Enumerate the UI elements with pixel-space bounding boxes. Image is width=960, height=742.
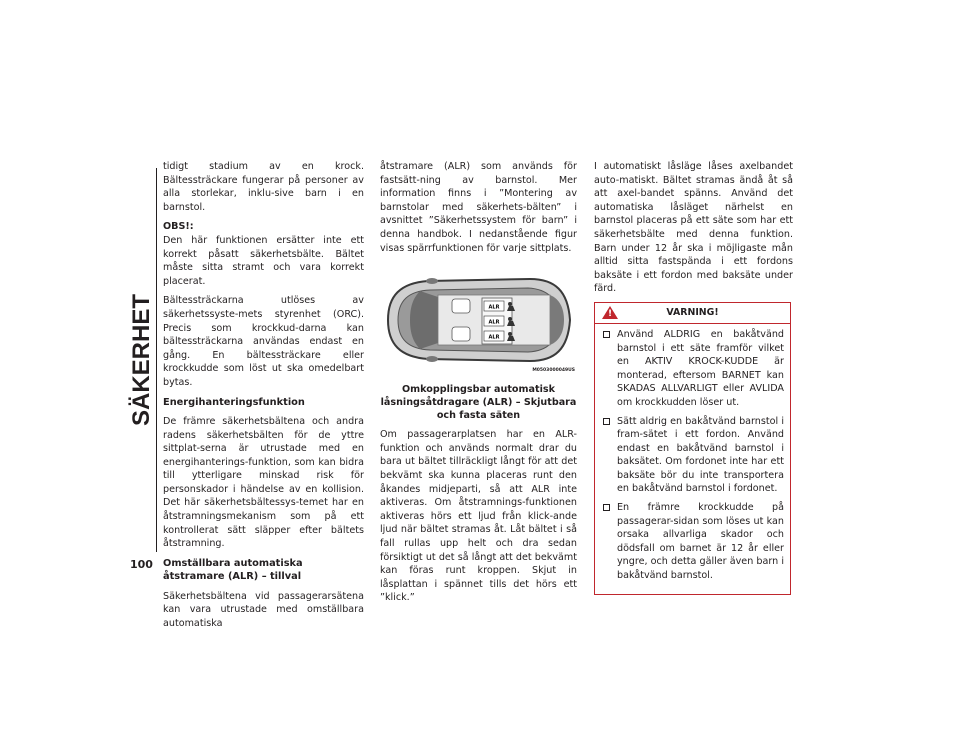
checkbox-bullet-icon [603,331,610,338]
figure-caption: Omkopplingsbar automatisk låsningsåtdragare (ALR) – Skjutbara och fasta säten [380,384,577,422]
section-heading: Omställbara automatiska åtstramare (ALR) – tillval [163,557,303,583]
obs-title: OBS!: [163,221,194,233]
paragraph: Om passagerarplatsen har en ALR-funktion och används normalt drar du bara ut bältet tillräckligt långt för att det bekvämt ska kunna placeras runt den åkandes midjeparti, så att ALR inte aktiveras. Om åtstramnings-funktionen aktiveras hörs ett ljud från klick-ande ljud när bältet stramas åt. Låt bältet i så fall rullas upp helt och dra sedan försiktigt ut det så långt att det bekvämt kan föras runt kroppen. Skjut in låsplattan i spännet tills det hörs ett ”klick.” [380,429,577,604]
checkbox-bullet-icon [603,418,610,425]
side-rule [156,168,157,552]
warning-item [603,328,784,410]
warning-box [594,302,791,595]
obs-note [163,220,364,288]
warning-item-text: Använd ALDRIG en bakåtvänd barnstol i ett säte framför vilket en AKTIV KROCK-KUDDE är monterad, eftersom BARNET kan SKADAS ALLVARLIGT eller AVLIDA om krockkudden löser ut. [617,328,784,408]
warning-list [603,328,784,583]
warning-title: VARNING! [666,307,719,319]
warning-item-text: En främre krockkudde på passagerar-sidan som löses ut kan orsaka allvarliga skador och dödsfall om barnet är 12 år eller yngre, och detta gäller även barn i bakåtvänd barnstol. [617,502,784,582]
checkbox-bullet-icon [603,504,610,511]
vehicle-top-view-illustration [380,261,577,379]
section-title: SÄKERHET [128,293,155,427]
warning-item [603,501,784,583]
section-side-tab [128,170,155,550]
page-number: 100 [130,558,153,571]
column-3 [594,160,793,595]
alr-label: ALR [488,304,500,311]
paragraph: tidigt stadium av en krock. Bältessträckare fungerar på personer av alla storlekar, inklu-sive barn i en barnstol. [163,161,364,213]
paragraph: I automatiskt låsläge låses axelbandet auto-matiskt. Bältet stramas ändå åt så att axel-bandet spänns. Använd det automatiska låsläget närhelst en barnstol placeras på ett säte som har ett säkerhetsbälte med denna funktion. Barn under 12 år ska i möjligaste mån alltid sitta fastspända i ett fordons baksäte i ett fordon med baksäte under färd. [594,161,793,295]
warning-item-text: Sätt aldrig en bakåtvänd barnstol i fram-sätet i ett fordon. Använd endast en bakåtvänd barnstol i baksätet. Om fordonet inte har ett baksäte bör du inte transportera en bakåtvänd barnstol i fordonet. [617,415,784,495]
figure-code: M0503000049US [532,367,575,373]
warning-triangle-icon [602,306,618,319]
alr-label: ALR [488,334,500,341]
warning-header [595,303,790,324]
alr-label: ALR [488,319,500,326]
column-2 [380,160,577,611]
paragraph: Säkerhetsbältena vid passagerarsätena kan vara utrustade med omställbara automatiska [163,590,364,629]
warning-item [603,415,784,497]
column-1 [163,160,364,636]
section-heading: Energihanteringsfunktion [163,396,305,408]
vehicle-seat-figure [380,261,577,379]
paragraph: Bältessträckarna utlöses av säkerhetssyste-mets styrenhet (ORC). Precis som krockkud-darna kan bältessträckarna användas endast en gång. En bältessträckare eller krockkudde som löst ut ska omedelbart bytas. [163,295,364,388]
paragraph: åtstramare (ALR) som används för fastsätt-ning av barnstol. Mer information finns i ”Montering av barnstolar med säkerhets-bälten” i avsnittet ”Säkerhetssystem för barn” i denna handbok. I nedanstående figur visas spärrfunktionen för varje sittplats. [380,161,577,254]
obs-text: Den här funktionen ersätter inte ett korrekt påsatt säkerhetsbälte. Bältet måste sitta stramt och vara korrekt placerat. [163,234,364,287]
paragraph: De främre säkerhetsbältena och andra radens säkerhetsbälten för de yttre sittplat-serna är utrustade med en energihanterings-funktion, som kan bidra till ytterligare minskad risk för personskador i händelse av en kollision. Det här säkerhetsbältessys-temet har en åtstramningsmekanism som på ett kontrollerat sätt släpper efter bältets åtstramning. [163,415,364,550]
